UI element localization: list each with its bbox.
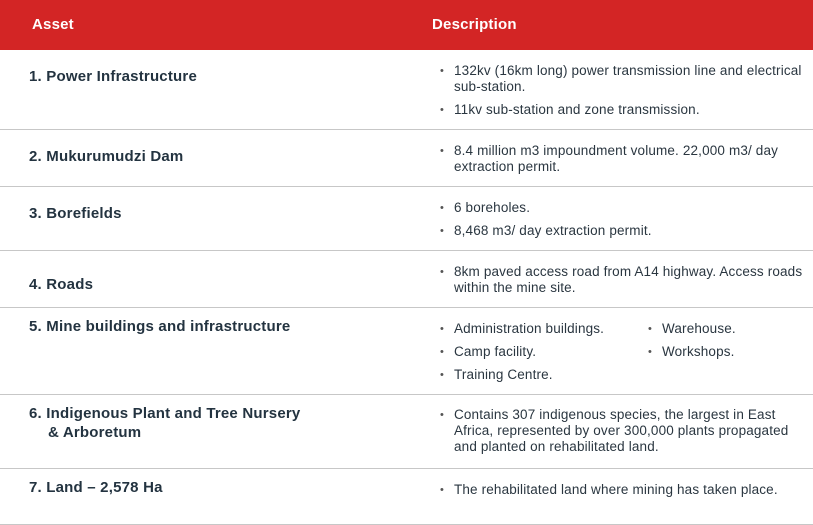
table-row (0, 187, 813, 251)
table-row (0, 308, 813, 395)
table-row (0, 130, 813, 187)
description-item: • Camp facility. (440, 344, 640, 360)
description-item: • Warehouse. (648, 321, 808, 337)
asset-name: 1. Power Infrastructure (29, 68, 197, 85)
table-row (0, 469, 813, 525)
asset-column-header: Asset (32, 16, 74, 33)
description-item: • Workshops. (648, 344, 808, 360)
asset-name: 3. Borefields (29, 205, 122, 222)
asset-name: 7. Land – 2,578 Ha (29, 479, 163, 496)
asset-name: 5. Mine buildings and infrastructure (29, 318, 291, 335)
description-item: • 8km paved access road from A14 highway. Access roads within the mine site. (440, 264, 810, 296)
table-row (0, 395, 813, 469)
description-list (440, 321, 640, 390)
asset-name: 2. Mukurumudzi Dam (29, 148, 184, 165)
asset-name: 4. Roads (29, 276, 94, 293)
description-item: • Administration buildings. (440, 321, 640, 337)
description-item: • 6 boreholes. (440, 200, 810, 216)
description-list (440, 407, 812, 462)
description-item: • Training Centre. (440, 367, 640, 383)
description-item: • Contains 307 indigenous species, the largest in East Africa, represented by over 300,000 plants propagated and planted on rehabilitated land. (440, 407, 812, 455)
description-list (440, 63, 810, 125)
description-item: • 8.4 million m3 impoundment volume. 22,000 m3/ day extraction permit. (440, 143, 812, 175)
description-list-right (648, 321, 808, 367)
table-row (0, 50, 813, 130)
asset-name-line: 6. Indigenous Plant and Tree Nursery (29, 405, 301, 422)
asset-name-line: & Arboretum (48, 424, 142, 441)
description-column-header: Description (432, 16, 517, 33)
description-item: • 8,468 m3/ day extraction permit. (440, 223, 810, 239)
description-list (440, 264, 810, 303)
table-header (0, 0, 813, 50)
description-list (440, 200, 810, 246)
description-list (440, 143, 812, 182)
description-item: • The rehabilitated land where mining has taken place. (440, 482, 812, 498)
description-list (440, 482, 812, 505)
table-row (0, 251, 813, 308)
description-item: • 132kv (16km long) power transmission line and electrical sub-station. (440, 63, 810, 95)
description-item: • 11kv sub-station and zone transmission. (440, 102, 810, 118)
asset-name (29, 404, 300, 442)
